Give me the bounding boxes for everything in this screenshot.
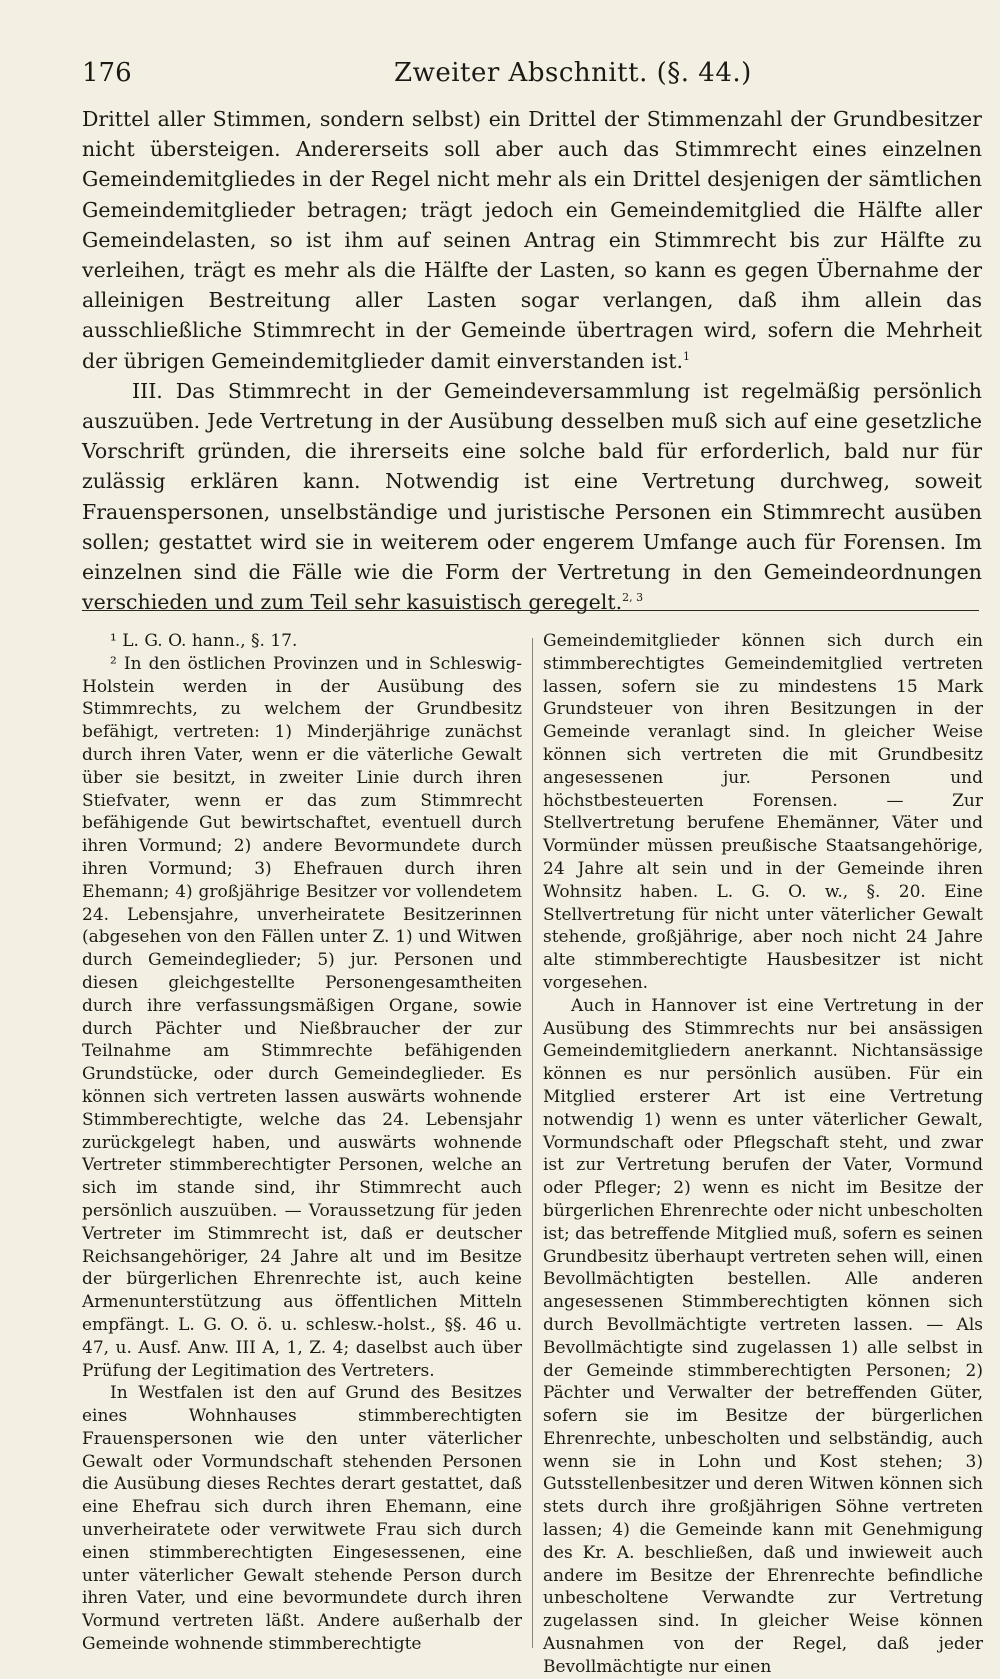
page-header [82,58,912,98]
paragraph-text: III. Das Stimmrecht in der Gemeindeversammlung ist regelmäßig persönlich auszuüben. Jede Vertretung in der Ausübung desselben muß sich auf eine gesetzliche Vorschrift gründen, die ihrerseits eine solche bald für erforderlich, bald nur für zulässig erklären kann. Notwendig ist eine Vertretung durchweg, soweit Frauenspersonen, unselbständige und juristische Personen ein Stimmrecht ausüben sollen; gestattet wird sie in weiterem oder engerem Umfange auch für Forensen. Im einzelnen sind die Fälle wie die Form der Vertretung in den Gemeindeordnungen verschieden und zum Teil sehr kasuistisch geregelt. [82,378,982,615]
running-head: Zweiter Abschnitt. (§. 44.) [394,58,752,88]
footnote-ref: 2, 3 [622,591,644,605]
footnote-ref: 1 [682,349,690,363]
main-text [82,104,982,617]
footnotes-left-column [82,630,522,1656]
paragraph-text: Drittel aller Stimmen, sondern selbst) ein Drittel der Stimmenzahl der Grundbesitzer nicht übersteigen. Andererseits soll aber auch das Stimmrecht eines einzelnen Gemeindemitgliedes in der Regel nicht mehr als ein Drittel desjenigen der sämtlichen Gemeindemitglieder betragen; trägt jedoch ein Gemeindemitglied die Hälfte aller Gemeindelasten, so ist ihm auf seinen Antrag ein Stimmrecht bis zur Hälfte zu verleihen, trägt es mehr als die Hälfte der Lasten, so kann es gegen Übernahme der alleinigen Bestreitung aller Lasten sogar verlangen, daß ihm allein das ausschließliche Stimmrecht in der Gemeinde übertragen wird, sofern die Mehrheit der übrigen Gemeindemitglieder damit einverstanden ist. [82,107,982,373]
body-paragraph [82,104,982,376]
footnote: Gemeindemitglieder können sich durch ein stimmberechtigtes Gemeindemitglied vertreten lassen, sofern sie zu mindestens 15 Mark Grundsteuer von ihren Besitzungen in der Gemeinde veranlagt sind. In gleicher Weise können sich vertreten die mit Grundbesitz angesessenen jur. Personen und höchstbesteuerten Forensen. — Zur Stellvertretung berufene Ehemänner, Väter und Vormünder müssen preußische Staatsangehörige, 24 Jahre alt sein und in der Gemeinde ihren Wohnsitz haben. L. G. O. w., §. 20. Eine Stellvertretung für nicht unter väterlicher Gewalt stehende, großjährige, aber noch nicht 24 Jahre alte stimmberechtigte Hausbesitzer ist nicht vorgesehen. [543,631,983,993]
column-separator [532,638,533,1648]
footnote: ² In den östlichen Provinzen und in Schleswig-Holstein werden in der Ausübung des Stimmrechts, zu welchem der Grundbesitz befähigt, vertreten: 1) Minderjährige zunächst durch ihren Vater, wenn er die väterliche Gewalt über sie besitzt, in zweiter Linie durch ihren Stiefvater, wenn er das zum Stimmrecht befähigende Gut bewirtschaftet, eventuell durch ihren Vormund; 2) andere Bevormundete durch ihren Vormund; 3) Ehefrauen durch ihren Ehemann; 4) großjährige Besitzer vor vollendetem 24. Lebensjahre, unverheiratete Besitzerinnen (abgesehen von den Fällen unter Z. 1) und Witwen durch Gemeindeglieder; 5) jur. Personen und diesen gleichgestellte Personengesamtheiten durch ihre verfassungsmäßigen Organe, sowie durch Pächter und Nießbraucher der zur Teilnahme am Stimmrechte befähigenden Grundstücke, oder durch Gemeindeglieder. Es können sich vertreten lassen auswärts wohnende Stimmberechtigte, welche das 24. Lebensjahr zurückgelegt haben, und auswärts wohnende Vertreter stimmberechtigter Personen, welche an sich im stande sind, ihr Stimmrecht auch persönlich auszuüben. — Voraussetzung für jeden Vertreter im Stimmrecht ist, daß er deutscher Reichsangehöriger, 24 Jahre alt und im Besitze der bürgerlichen Ehrenrechte ist, auch keine Armenunterstützung aus öffentlichen Mitteln empfängt. L. G. O. ö. u. schlesw.-holst., §§. 46 u. 47, u. Ausf. Anw. III A, 1, Z. 4; daselbst auch über Prüfung der Legitimation des Vertreters. [82,653,522,1381]
body-paragraph [82,376,982,618]
footnote-divider [82,610,979,611]
footnote: Auch in Hannover ist eine Vertretung in der Ausübung des Stimmrechts nur bei ansässigen Gemeindemitgliedern anerkannt. Nichtansässige können es nur persönlich ausüben. Für ein Mitglied ersterer Art ist eine Vertretung notwendig 1) wenn es unter väterlicher Gewalt, Vormundschaft oder Pflegschaft steht, und zwar ist zur Vertretung berufen der Vater, Vormund oder Pfleger; 2) wenn es nicht im Besitze der bürgerlichen Ehrenrechte oder nicht unbescholten ist; das betreffende Mitglied muß, sofern es seinen Grundbesitz überhaupt vertreten sehen will, einen Bevollmächtigten bestellen. Alle anderen angesessenen Stimmberechtigten können sich durch Bevollmächtigte vertreten lassen. — Als Bevollmächtigte sind zugelassen 1) alle selbst in der Gemeinde stimmberechtigten Personen; 2) Pächter und Verwalter der betreffenden Güter, sofern sie im Besitze der bürgerlichen Ehrenrechte, unbescholten und selbständig, auch wenn sie in Lohn und Kost stehen; 3) Gutsstellenbesitzer und deren Witwen können sich stets durch ihre großjährigen Söhne vertreten lassen; 4) die Gemeinde kann mit Genehmigung des Kr. A. beschließen, daß und inwieweit auch andere im Besitze der Ehrenrechte befindliche unbescholtene Verwandte zur Vertretung zugelassen sind. In gleicher Weise können Ausnahmen von der Regel, daß jeder Bevollmächtigte nur einen [543,995,983,1677]
footnotes-right-column [543,630,983,1679]
footnote: ¹ L. G. O. hann., §. 17. [110,631,298,651]
page-number: 176 [82,58,132,88]
footnote: In Westfalen ist den auf Grund des Besitzes eines Wohnhauses stimmberechtigten Frauenspersonen wie den unter väterlicher Gewalt oder Vormundschaft stehenden Personen die Ausübung dieses Rechtes derart gestattet, daß eine Ehefrau sich durch ihren Ehemann, eine unverheiratete oder verwitwete Frau sich durch einen stimmberechtigten Eingesessenen, eine unter väterlicher Gewalt stehende Person durch ihren Vater, und eine bevormundete durch ihren Vormund vertreten läßt. Andere außerhalb der Gemeinde wohnende stimmberechtigte [82,1383,522,1655]
